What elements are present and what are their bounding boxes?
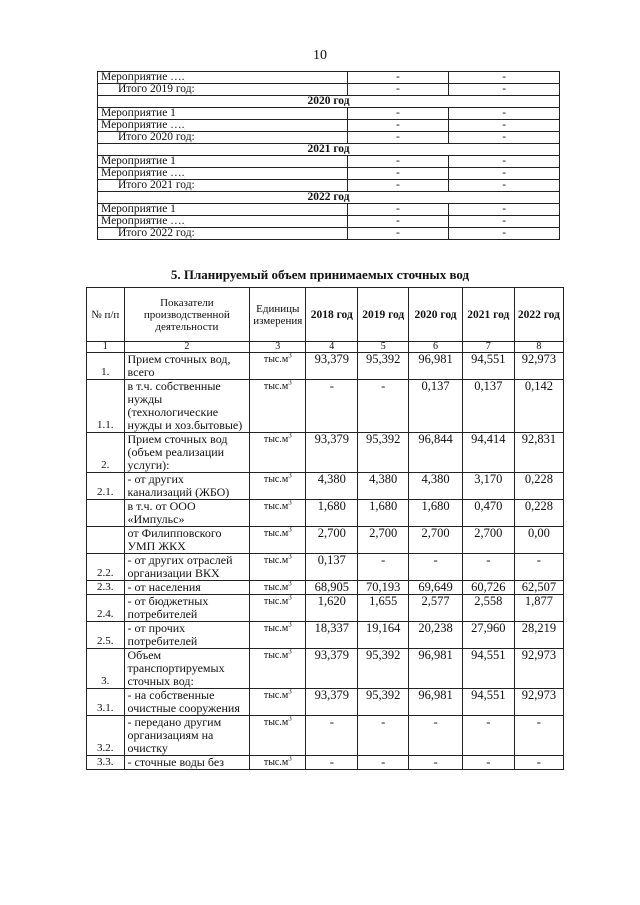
measure-value: - — [449, 84, 560, 96]
total-label: Итого 2021 год: — [98, 180, 348, 192]
value-cell: - — [462, 554, 514, 581]
unit-text: тыс.м — [263, 501, 289, 512]
measure-value: - — [347, 180, 449, 192]
unit-text: тыс.м — [263, 555, 289, 566]
measure-value: - — [449, 180, 560, 192]
value-cell: 0,137 — [462, 380, 514, 433]
unit-superscript: 3 — [288, 754, 292, 763]
measures-row — [98, 84, 560, 96]
measures-row — [98, 216, 560, 228]
table-row — [87, 500, 564, 527]
measures-row — [98, 228, 560, 240]
value-cell: - — [358, 756, 409, 770]
unit-cell — [250, 581, 306, 595]
unit-superscript: 3 — [288, 552, 292, 561]
value-cell: 3,170 — [462, 473, 514, 500]
value-cell: 70,193 — [358, 581, 409, 595]
unit-text: тыс.м — [263, 757, 289, 768]
value-cell: 1,877 — [514, 595, 563, 622]
section-title: 5. Планируемый объем принимаемых сточных вод — [170, 267, 470, 282]
unit-superscript: 3 — [288, 714, 292, 723]
indicator-name: в т.ч. от ООО «Импульс» — [124, 500, 250, 527]
value-cell: 0,137 — [306, 554, 358, 581]
indicator-name: - передано другим организациям на очистку — [124, 716, 250, 756]
value-cell: - — [358, 716, 409, 756]
total-label: Итого 2020 год: — [98, 132, 348, 144]
row-number: 3.2. — [87, 716, 125, 756]
row-number — [87, 500, 125, 527]
table-row — [87, 527, 564, 554]
row-number: 1. — [87, 353, 125, 380]
row-number: 2.3. — [87, 581, 125, 595]
value-cell: - — [306, 380, 358, 433]
value-cell: - — [306, 716, 358, 756]
indicator-name: Объем транспортируемых сточных вод: — [124, 649, 250, 689]
row-number — [87, 527, 125, 554]
unit-text: тыс.м — [263, 434, 289, 445]
value-cell: 20,238 — [409, 622, 463, 649]
unit-cell — [250, 500, 306, 527]
value-cell: 2,577 — [409, 595, 463, 622]
measure-value: - — [449, 216, 560, 228]
table-row — [87, 595, 564, 622]
value-cell: 0,142 — [514, 380, 563, 433]
value-cell: 0,228 — [514, 500, 563, 527]
unit-superscript: 3 — [288, 579, 292, 588]
value-cell: 95,392 — [358, 353, 409, 380]
unit-cell — [250, 527, 306, 554]
column-index: 2 — [124, 342, 250, 353]
value-cell: - — [514, 756, 563, 770]
row-number: 2.1. — [87, 473, 125, 500]
total-label: Итого 2022 год: — [98, 228, 348, 240]
value-cell: 94,551 — [462, 689, 514, 716]
measure-value: - — [449, 132, 560, 144]
column-index: 3 — [250, 342, 306, 353]
value-cell: 1,680 — [358, 500, 409, 527]
value-cell: 93,379 — [306, 689, 358, 716]
unit-text: тыс.м — [263, 381, 289, 392]
table-row — [87, 433, 564, 473]
indicator-name: - от бюджетных потребителей — [124, 595, 250, 622]
value-cell: 62,507 — [514, 581, 563, 595]
value-cell: 1,655 — [358, 595, 409, 622]
value-cell: 28,219 — [514, 622, 563, 649]
total-label: Итого 2019 год: — [98, 84, 348, 96]
measure-value: - — [347, 168, 449, 180]
value-cell: - — [409, 554, 463, 581]
measures-row — [98, 144, 560, 156]
row-number: 2. — [87, 433, 125, 473]
measure-value: - — [449, 156, 560, 168]
column-index-row — [87, 342, 564, 353]
row-number: 2.4. — [87, 595, 125, 622]
measures-row — [98, 96, 560, 108]
measure-value: - — [347, 228, 449, 240]
value-cell: 93,379 — [306, 433, 358, 473]
row-number: 2.5. — [87, 622, 125, 649]
value-cell: 19,164 — [358, 622, 409, 649]
column-index: 7 — [462, 342, 514, 353]
measures-row — [98, 108, 560, 120]
value-cell: 4,380 — [306, 473, 358, 500]
value-cell: 92,973 — [514, 689, 563, 716]
year-heading: 2022 год — [98, 192, 560, 204]
measures-row — [98, 132, 560, 144]
unit-cell — [250, 353, 306, 380]
value-cell: - — [409, 756, 463, 770]
value-cell: 95,392 — [358, 433, 409, 473]
indicator-name: - от населения — [124, 581, 250, 595]
value-cell: 95,392 — [358, 689, 409, 716]
value-cell: 93,379 — [306, 649, 358, 689]
unit-superscript: 3 — [288, 620, 292, 629]
value-cell: 94,414 — [462, 433, 514, 473]
measure-label: Мероприятие …. — [98, 168, 348, 180]
value-cell: 2,700 — [358, 527, 409, 554]
year-heading: 2020 год — [98, 96, 560, 108]
value-cell: - — [514, 716, 563, 756]
measure-value: - — [449, 72, 560, 84]
unit-text: тыс.м — [263, 717, 289, 728]
value-cell: - — [409, 716, 463, 756]
value-cell: 18,337 — [306, 622, 358, 649]
value-cell: 69,649 — [409, 581, 463, 595]
value-cell: 0,00 — [514, 527, 563, 554]
measure-label: Мероприятие …. — [98, 72, 348, 84]
unit-text: тыс.м — [263, 650, 289, 661]
value-cell: 1,680 — [306, 500, 358, 527]
measures-row — [98, 72, 560, 84]
measures-row — [98, 204, 560, 216]
value-cell: 1,680 — [409, 500, 463, 527]
indicator-name: - от других отраслей организации ВКХ — [124, 554, 250, 581]
unit-cell — [250, 433, 306, 473]
header-units: Единицы измерения — [250, 288, 306, 342]
column-index: 4 — [306, 342, 358, 353]
measure-value: - — [347, 204, 449, 216]
unit-cell — [250, 554, 306, 581]
value-cell: 2,700 — [409, 527, 463, 554]
measure-value: - — [347, 108, 449, 120]
measure-value: - — [347, 120, 449, 132]
value-cell: - — [462, 716, 514, 756]
row-number: 3.3. — [87, 756, 125, 770]
measure-label: Мероприятие 1 — [98, 156, 348, 168]
page-number: 10 — [313, 48, 327, 63]
measure-value: - — [347, 132, 449, 144]
header-2018: 2018 год — [306, 288, 358, 342]
measure-value: - — [449, 168, 560, 180]
indicator-name: - на собственные очистные сооружения — [124, 689, 250, 716]
row-number: 1.1. — [87, 380, 125, 433]
measure-value: - — [449, 120, 560, 132]
value-cell: 94,551 — [462, 649, 514, 689]
unit-superscript: 3 — [288, 471, 292, 480]
value-cell: 96,844 — [409, 433, 463, 473]
value-cell: - — [358, 380, 409, 433]
column-index: 1 — [87, 342, 125, 353]
measures-row — [98, 180, 560, 192]
value-cell: 93,379 — [306, 353, 358, 380]
unit-cell — [250, 622, 306, 649]
value-cell: - — [358, 554, 409, 581]
measure-label: Мероприятие 1 — [98, 204, 348, 216]
table-row — [87, 689, 564, 716]
value-cell: 95,392 — [358, 649, 409, 689]
value-cell: 96,981 — [409, 353, 463, 380]
table-row — [87, 622, 564, 649]
measure-value: - — [449, 108, 560, 120]
header-2022: 2022 год — [514, 288, 563, 342]
row-number: 3.1. — [87, 689, 125, 716]
unit-superscript: 3 — [288, 351, 292, 360]
measures-row — [98, 192, 560, 204]
table-row — [87, 716, 564, 756]
measure-label: Мероприятие 1 — [98, 108, 348, 120]
column-index: 5 — [358, 342, 409, 353]
measure-value: - — [347, 84, 449, 96]
unit-text: тыс.м — [263, 596, 289, 607]
unit-superscript: 3 — [288, 647, 292, 656]
measure-value: - — [347, 156, 449, 168]
value-cell: 92,973 — [514, 649, 563, 689]
value-cell: 68,905 — [306, 581, 358, 595]
measure-label: Мероприятие …. — [98, 120, 348, 132]
table-row — [87, 581, 564, 595]
table-row — [87, 554, 564, 581]
indicator-name: - от других канализаций (ЖБО) — [124, 473, 250, 500]
measures-row — [98, 120, 560, 132]
column-index: 6 — [409, 342, 463, 353]
table-row — [87, 353, 564, 380]
year-heading: 2021 год — [98, 144, 560, 156]
unit-superscript: 3 — [288, 593, 292, 602]
unit-cell — [250, 595, 306, 622]
unit-cell — [250, 649, 306, 689]
unit-text: тыс.м — [263, 474, 289, 485]
table-row — [87, 473, 564, 500]
indicator-name: - сточные воды без — [124, 756, 250, 770]
unit-text: тыс.м — [263, 623, 289, 634]
unit-cell — [250, 689, 306, 716]
unit-cell — [250, 756, 306, 770]
indicator-name: - от прочих потребителей — [124, 622, 250, 649]
unit-superscript: 3 — [288, 525, 292, 534]
unit-superscript: 3 — [288, 431, 292, 440]
value-cell: 2,700 — [462, 527, 514, 554]
header-2021: 2021 год — [462, 288, 514, 342]
unit-text: тыс.м — [263, 690, 289, 701]
value-cell: 4,380 — [358, 473, 409, 500]
row-number: 3. — [87, 649, 125, 689]
value-cell: 27,960 — [462, 622, 514, 649]
unit-superscript: 3 — [288, 687, 292, 696]
value-cell: 0,470 — [462, 500, 514, 527]
value-cell: 60,726 — [462, 581, 514, 595]
value-cell: 92,973 — [514, 353, 563, 380]
value-cell: 96,981 — [409, 649, 463, 689]
header-indicator: Показатели производственной деятельности — [124, 288, 250, 342]
measure-value: - — [449, 204, 560, 216]
value-cell: 2,700 — [306, 527, 358, 554]
value-cell: 94,551 — [462, 353, 514, 380]
row-number: 2.2. — [87, 554, 125, 581]
unit-superscript: 3 — [288, 378, 292, 387]
value-cell: - — [306, 756, 358, 770]
indicator-name: Прием сточных вод, всего — [124, 353, 250, 380]
indicator-name: Прием сточных вод (объем реализации услуги): — [124, 433, 250, 473]
measures-table — [97, 71, 560, 240]
table-row — [87, 756, 564, 770]
wastewater-table — [86, 287, 564, 770]
value-cell: 0,137 — [409, 380, 463, 433]
unit-superscript: 3 — [288, 498, 292, 507]
unit-text: тыс.м — [263, 528, 289, 539]
value-cell: 96,981 — [409, 689, 463, 716]
header-2020: 2020 год — [409, 288, 463, 342]
column-index: 8 — [514, 342, 563, 353]
table-row — [87, 380, 564, 433]
measure-value: - — [347, 72, 449, 84]
unit-text: тыс.м — [263, 354, 289, 365]
indicator-name: от Филипповского УМП ЖКХ — [124, 527, 250, 554]
value-cell: 2,558 — [462, 595, 514, 622]
value-cell: 0,228 — [514, 473, 563, 500]
value-cell: 1,620 — [306, 595, 358, 622]
measure-value: - — [347, 216, 449, 228]
value-cell: - — [462, 756, 514, 770]
measures-row — [98, 156, 560, 168]
measure-value: - — [449, 228, 560, 240]
indicator-name: в т.ч. собственные нужды (технологические нужды и хоз.бытовые) — [124, 380, 250, 433]
measure-label: Мероприятие …. — [98, 216, 348, 228]
unit-cell — [250, 473, 306, 500]
header-2019: 2019 год — [358, 288, 409, 342]
unit-cell — [250, 716, 306, 756]
table-row — [87, 649, 564, 689]
measures-row — [98, 168, 560, 180]
value-cell: 4,380 — [409, 473, 463, 500]
value-cell: 92,831 — [514, 433, 563, 473]
unit-cell — [250, 380, 306, 433]
value-cell: - — [514, 554, 563, 581]
header-num: № п/п — [87, 288, 125, 342]
unit-text: тыс.м — [263, 582, 289, 593]
